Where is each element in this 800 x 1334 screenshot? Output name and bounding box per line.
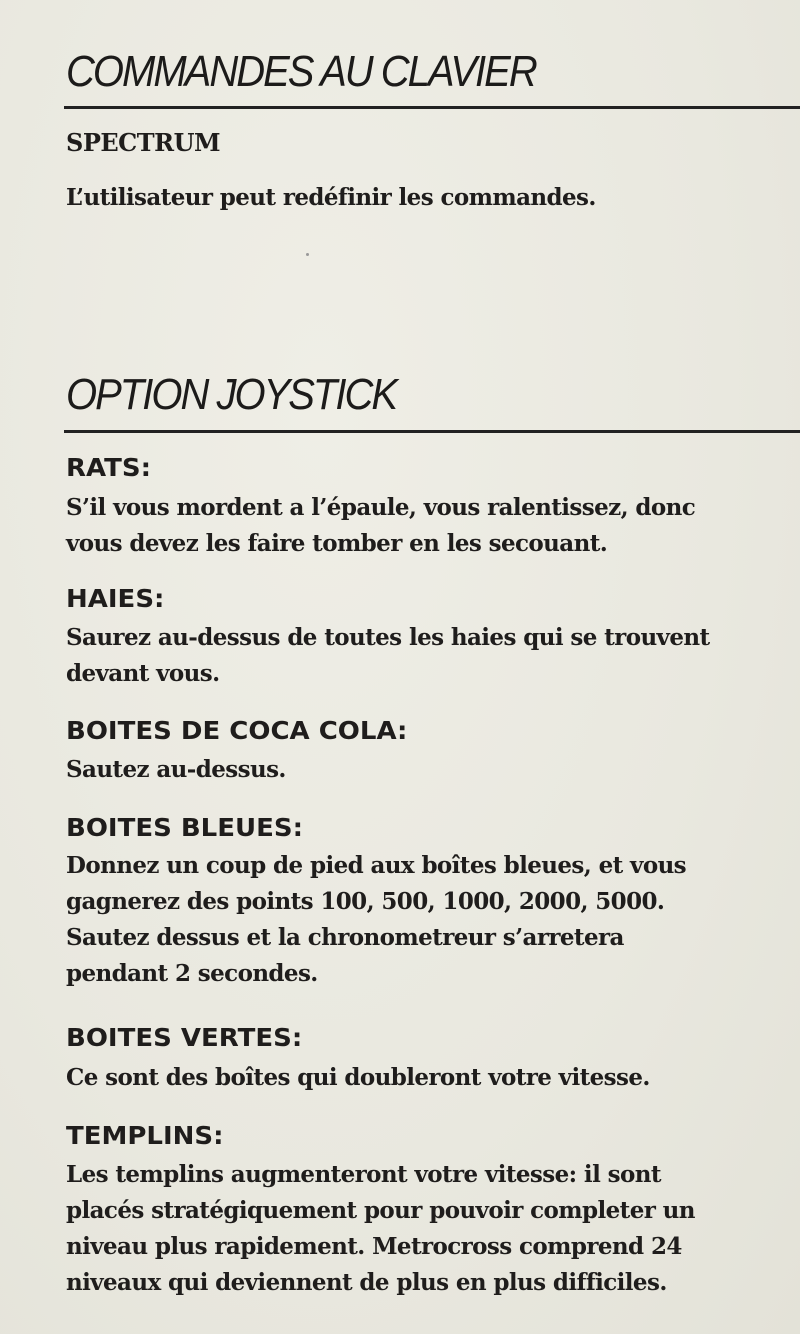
keyboard-commands-title: COMMANDES AU CLAVIER [66,48,536,96]
springboards-heading: TEMPLINS: [66,1121,224,1150]
blue-boxes-description [66,848,786,992]
blue-boxes-line: gagnerez des points 100, 500, 1000, 2000, 5000. [66,888,665,915]
green-boxes-heading: BOITES VERTES: [66,1023,303,1052]
coca-cola-cans-description [66,752,786,788]
paper-speck [306,253,309,256]
hurdles-description [66,620,786,692]
joystick-title-rule [64,430,800,433]
springboards-description [66,1157,786,1301]
blue-boxes-line: Donnez un coup de pied aux boîtes bleues, et vous [66,852,687,879]
blue-boxes-line: Sautez dessus et la chronometreur s’arretera [66,924,624,951]
redefine-keys-note [66,180,786,216]
blue-boxes-heading: BOITES BLEUES: [66,813,304,842]
springboards-line: niveaux qui deviennent de plus en plus difficiles. [66,1269,667,1296]
joystick-option-title: OPTION JOYSTICK [66,371,397,419]
coca-cola-cans-heading: BOITES DE COCA COLA: [66,716,408,745]
blue-boxes-line: pendant 2 secondes. [66,960,318,987]
rats-description [66,490,786,562]
hurdles-line: devant vous. [66,660,220,687]
green-boxes-line: Ce sont des boîtes qui doubleront votre vitesse. [66,1064,650,1091]
coca-cola-cans-line: Sautez au-dessus. [66,756,286,783]
platform-heading: SPECTRUM [66,128,221,157]
rats-line: S’il vous mordent a l’épaule, vous ralentissez, donc [66,494,696,521]
note-line: L’utilisateur peut redéfinir les commandes. [66,184,596,211]
hurdles-line: Saurez au-dessus de toutes les haies qui se trouvent [66,624,710,651]
hurdles-heading: HAIES: [66,584,165,613]
rats-heading: RATS: [66,453,151,482]
rats-line: vous devez les faire tomber en les secouant. [66,530,608,557]
keyboard-title-rule [64,106,800,109]
springboards-line: Les templins augmenteront votre vitesse: il sont [66,1161,661,1188]
springboards-line: niveau plus rapidement. Metrocross comprend 24 [66,1233,682,1260]
green-boxes-description [66,1060,786,1096]
springboards-line: placés stratégiquement pour pouvoir completer un [66,1197,695,1224]
